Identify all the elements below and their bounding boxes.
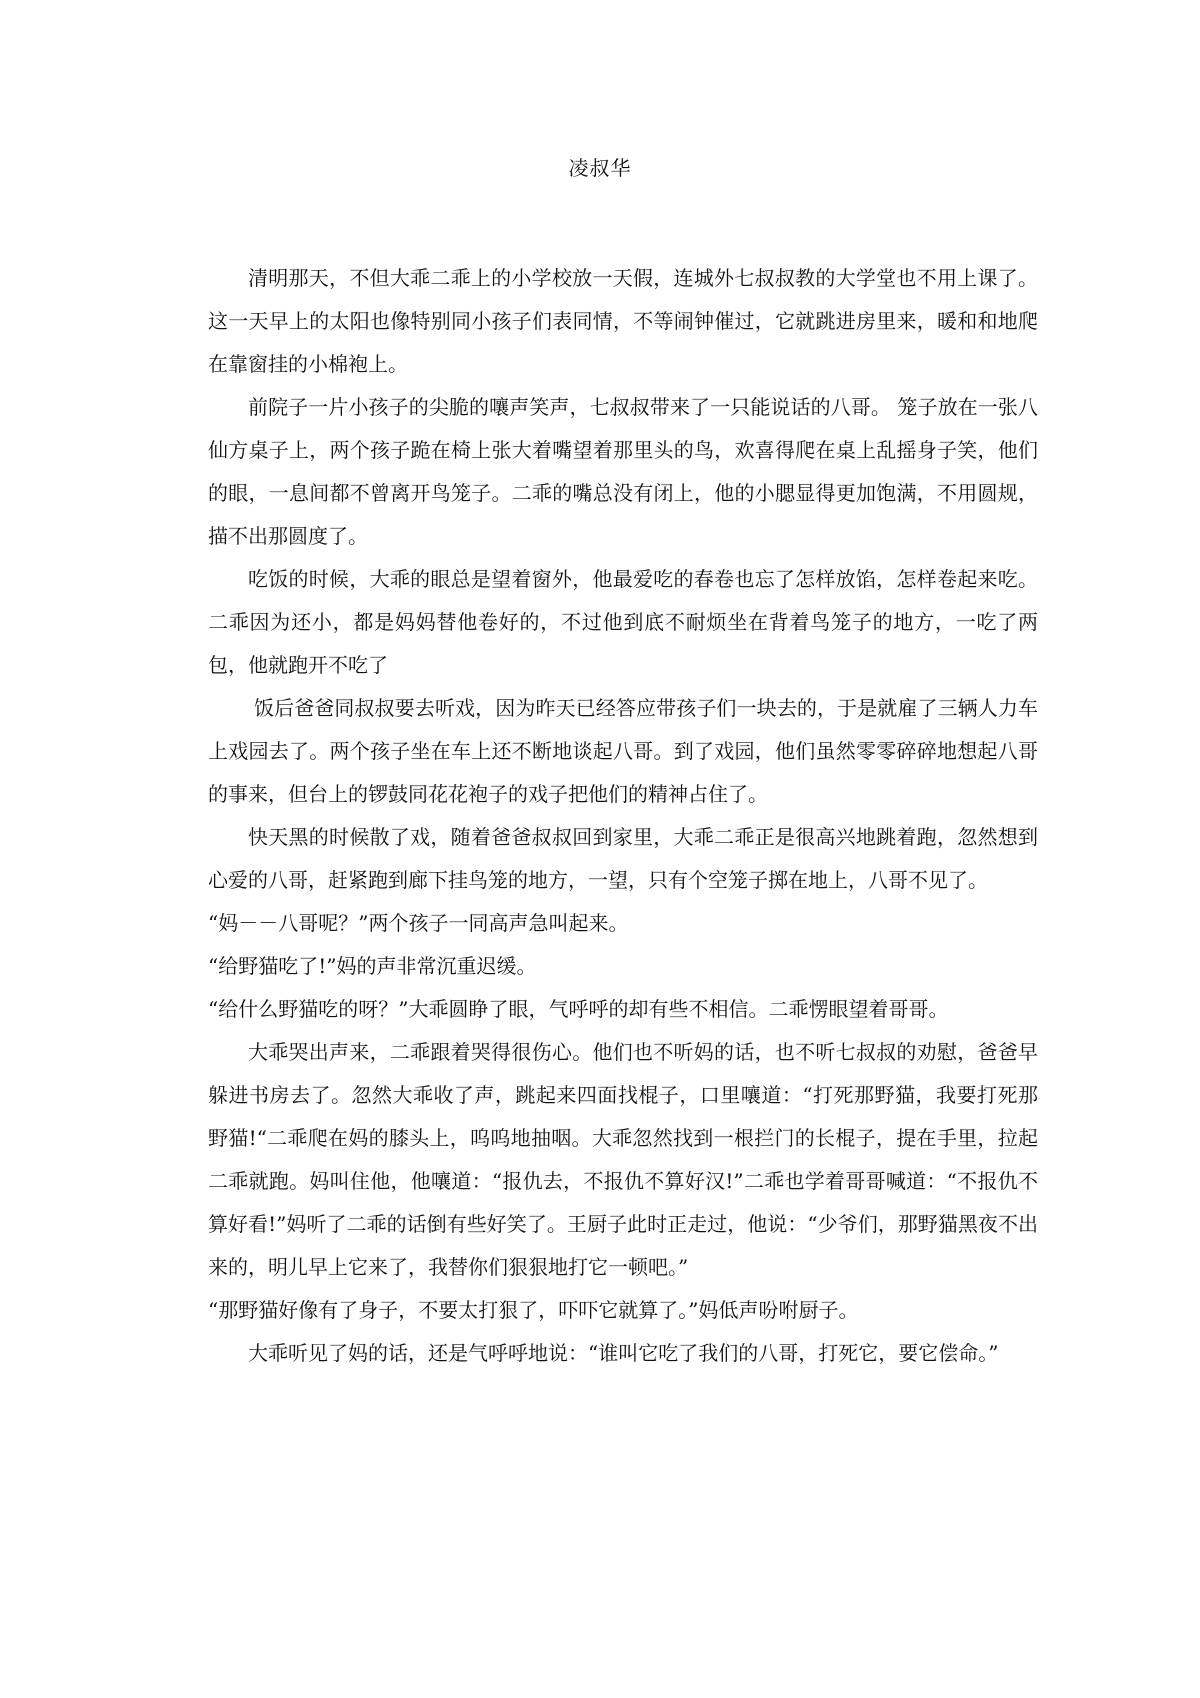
paragraph: 前院子一片小孩子的尖脆的嚷声笑声，七叔叔带来了一只能说话的八哥。 笼子放在一张八仙方桌子上，两个孩子跪在椅上张大着嘴望着那里头的鸟，欢喜得爬在桌上乱摇身子笑，他们的眼，一息间都不曾离开鸟笼子。二乖的嘴总没有闭上，他的小腮显得更加饱满，不用圆规，描不出那圆度了。 — [208, 395, 1038, 548]
paragraph: 大乖听见了妈的话，还是气呼呼地说：“谁叫它吃了我们的八哥，打死它，要它偿命。” — [248, 1341, 999, 1365]
dialogue-line: “妈－－八哥呢？”两个孩子一同高声急叫起来。 — [208, 911, 629, 935]
document-title: 凌叔华 — [568, 156, 632, 180]
dialogue-line: “那野猫好像有了身子，不要太打狠了，吓吓它就算了。”妈低声吩咐厨子。 — [208, 1298, 859, 1322]
paragraph: 吃饭的时候，大乖的眼总是望着窗外，他最爱吃的春卷也忘了怎样放馅，怎样卷起来吃。二乖因为还小，都是妈妈替他卷好的，不过他到底不耐烦坐在背着鸟笼子的地方，一吃了两包，他就跑开不吃了 — [208, 567, 1038, 677]
dialogue-line: “给野猫吃了!”妈的声非常沉重迟缓。 — [208, 954, 537, 978]
paragraph: 清明那天，不但大乖二乖上的小学校放一天假，连城外七叔叔教的大学堂也不用上课了。这一天早上的太阳也像特别同小孩子们表同情，不等闹钟催过，它就跳进房里来，暖和和地爬在靠窗挂的小棉袍上。 — [208, 266, 1038, 376]
paragraph: 大乖哭出声来，二乖跟着哭得很伤心。他们也不听妈的话，也不听七叔叔的劝慰，爸爸早躲进书房去了。忽然大乖收了声，跳起来四面找棍子，口里嚷道：“打死那野猫，我要打死那野猫!“二乖爬在妈的膝头上，呜呜地抽咽。大乖忽然找到一根拦门的长棍子，提在手里，拉起二乖就跑。妈叫住他，他嚷道：“报仇去，不报仇不算好汉!”二乖也学着哥哥喊道：“不报仇不算好看!”妈听了二乖的话倒有些好笑了。王厨子此时正走过，他说：“少爷们，那野猫黑夜不出来的，明儿早上它来了，我替你们狠狠地打它一顿吧。” — [208, 1040, 1038, 1279]
paragraph: 快天黑的时候散了戏，随着爸爸叔叔回到家里，大乖二乖正是很高兴地跳着跑，忽然想到心爱的八哥，赶紧跑到廊下挂鸟笼的地方，一望，只有个空笼子掷在地上，八哥不见了。 — [208, 825, 1038, 892]
document-body — [208, 257, 1038, 1375]
paragraph: 饭后爸爸同叔叔要去听戏，因为昨天已经答应带孩子们一块去的，于是就雇了三辆人力车上戏园去了。两个孩子坐在车上还不断地谈起八哥。到了戏园，他们虽然零零碎碎地想起八哥的事来，但台上的锣鼓同花花袍子的戏子把他们的精神占住了。 — [208, 696, 1038, 806]
dialogue-line: “给什么野猫吃的呀？”大乖圆睁了眼，气呼呼的却有些不相信。二乖愣眼望着哥哥。 — [208, 997, 949, 1021]
